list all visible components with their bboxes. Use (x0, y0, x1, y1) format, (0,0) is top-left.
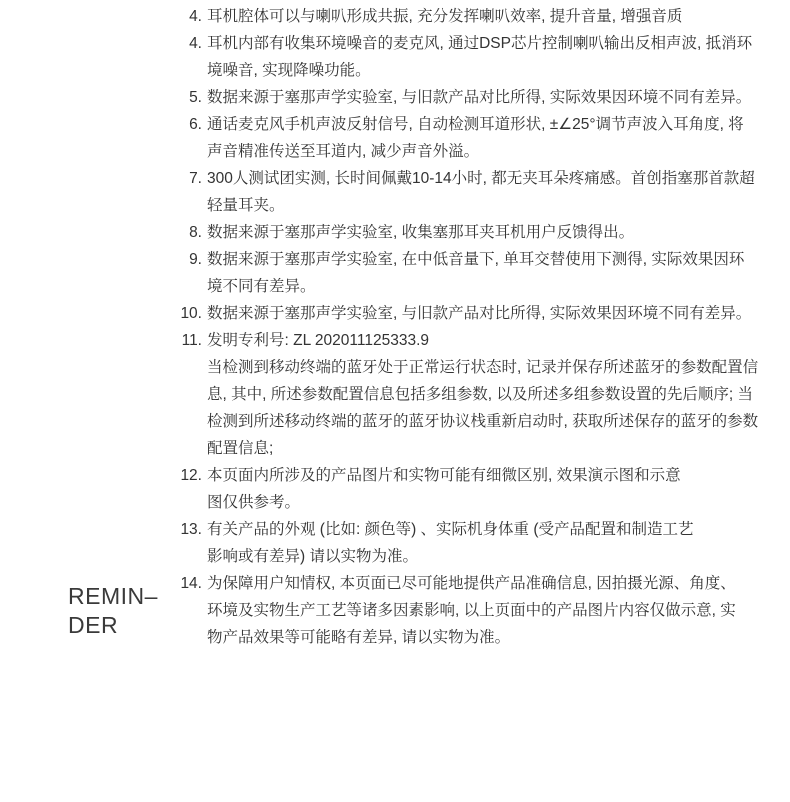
note-line: 有关产品的外观 (比如: 颜色等) 、实际机身体重 (受产品配置和制造工艺 (207, 521, 694, 538)
note-text (207, 30, 780, 84)
note-number: 13. (180, 521, 202, 538)
note-text (207, 219, 780, 246)
note-line: 为保障用户知情权, 本页面已尽可能地提供产品准确信息, 因拍摄光源、角度、 (207, 575, 736, 592)
note-line: 数据来源于塞那声学实验室, 在中低音量下, 单耳交替使用下测得, 实际效果因环 (207, 251, 745, 268)
note-number: 4. (189, 8, 202, 25)
note-line: 息, 其中, 所述参数配置信息包括多组参数, 以及所述多组参数设置的先后顺序; 当 (207, 386, 753, 403)
note-number: 10. (180, 305, 202, 322)
note-line: 配置信息; (207, 440, 274, 457)
note-item (180, 165, 780, 219)
note-line: 环境及实物生产工艺等诸多因素影响, 以上页面中的产品图片内容仅做示意, 实 (207, 602, 736, 619)
note-number: 12. (180, 467, 202, 484)
note-item (180, 30, 780, 84)
note-number: 11. (181, 332, 202, 349)
note-line: 境噪音, 实现降噪功能。 (207, 62, 371, 79)
note-text (207, 111, 780, 165)
note-line: 数据来源于塞那声学实验室, 收集塞那耳夹耳机用户反馈得出。 (207, 224, 635, 241)
note-item (180, 327, 780, 462)
note-line: 发明专利号: ZL 202011125333.9 (207, 332, 430, 349)
note-line: 数据来源于塞那声学实验室, 与旧款产品对比所得, 实际效果因环境不同有差异。 (207, 89, 752, 106)
note-number: 8. (189, 224, 202, 241)
notes-list (180, 3, 780, 651)
note-number: 7. (189, 170, 202, 187)
note-line: 数据来源于塞那声学实验室, 与旧款产品对比所得, 实际效果因环境不同有差异。 (207, 305, 752, 322)
note-line: 声音精准传送至耳道内, 减少声音外溢。 (207, 143, 480, 160)
note-item (180, 516, 780, 570)
note-line: 当检测到移动终端的蓝牙处于正常运行状态时, 记录并保存所述蓝牙的参数配置信 (207, 359, 759, 376)
note-number: 14. (180, 575, 202, 592)
note-number: 4. (189, 35, 202, 52)
note-item (180, 570, 780, 651)
note-item (180, 219, 780, 246)
note-text (207, 570, 780, 651)
note-text (207, 3, 780, 30)
note-item (180, 246, 780, 300)
note-text (207, 516, 780, 570)
note-item (180, 3, 780, 30)
note-text (207, 300, 780, 327)
note-item (180, 462, 780, 516)
note-text (207, 84, 780, 111)
note-line: 图仅供参考。 (207, 494, 301, 511)
note-line: 影响或有差异) 请以实物为准。 (207, 548, 418, 565)
note-line: 耳机内部有收集环境噪音的麦克风, 通过DSP芯片控制喇叭输出反相声波, 抵消环 (207, 35, 753, 52)
note-line: 耳机腔体可以与喇叭形成共振, 充分发挥喇叭效率, 提升音量, 增强音质 (207, 8, 683, 25)
note-text (207, 327, 780, 462)
note-item (180, 111, 780, 165)
note-line: 本页面内所涉及的产品图片和实物可能有细微区别, 效果演示图和示意 (207, 467, 681, 484)
note-number: 9. (189, 251, 202, 268)
note-line: 通话麦克风手机声波反射信号, 自动检测耳道形状, ±∠25°调节声波入耳角度, 将 (207, 116, 744, 133)
note-number: 6. (189, 116, 202, 133)
note-text (207, 462, 780, 516)
note-line: 轻量耳夹。 (207, 197, 285, 214)
note-number: 5. (189, 89, 202, 106)
reminder-heading-line2: DER (68, 612, 119, 638)
note-line: 检测到所述移动终端的蓝牙的蓝牙协议栈重新启动时, 获取所述保存的蓝牙的参数 (207, 413, 759, 430)
note-item (180, 84, 780, 111)
note-item (180, 300, 780, 327)
reminder-heading (68, 582, 158, 640)
note-text (207, 246, 780, 300)
note-line: 物产品效果等可能略有差异, 请以实物为准。 (207, 629, 511, 646)
reminder-heading-line1: REMIN– (68, 583, 158, 609)
note-line: 300人测试团实测, 长时间佩戴10-14小时, 都无夹耳朵疼痛感。首创指塞那首款超 (207, 170, 755, 187)
note-line: 境不同有差异。 (207, 278, 316, 295)
note-text (207, 165, 780, 219)
